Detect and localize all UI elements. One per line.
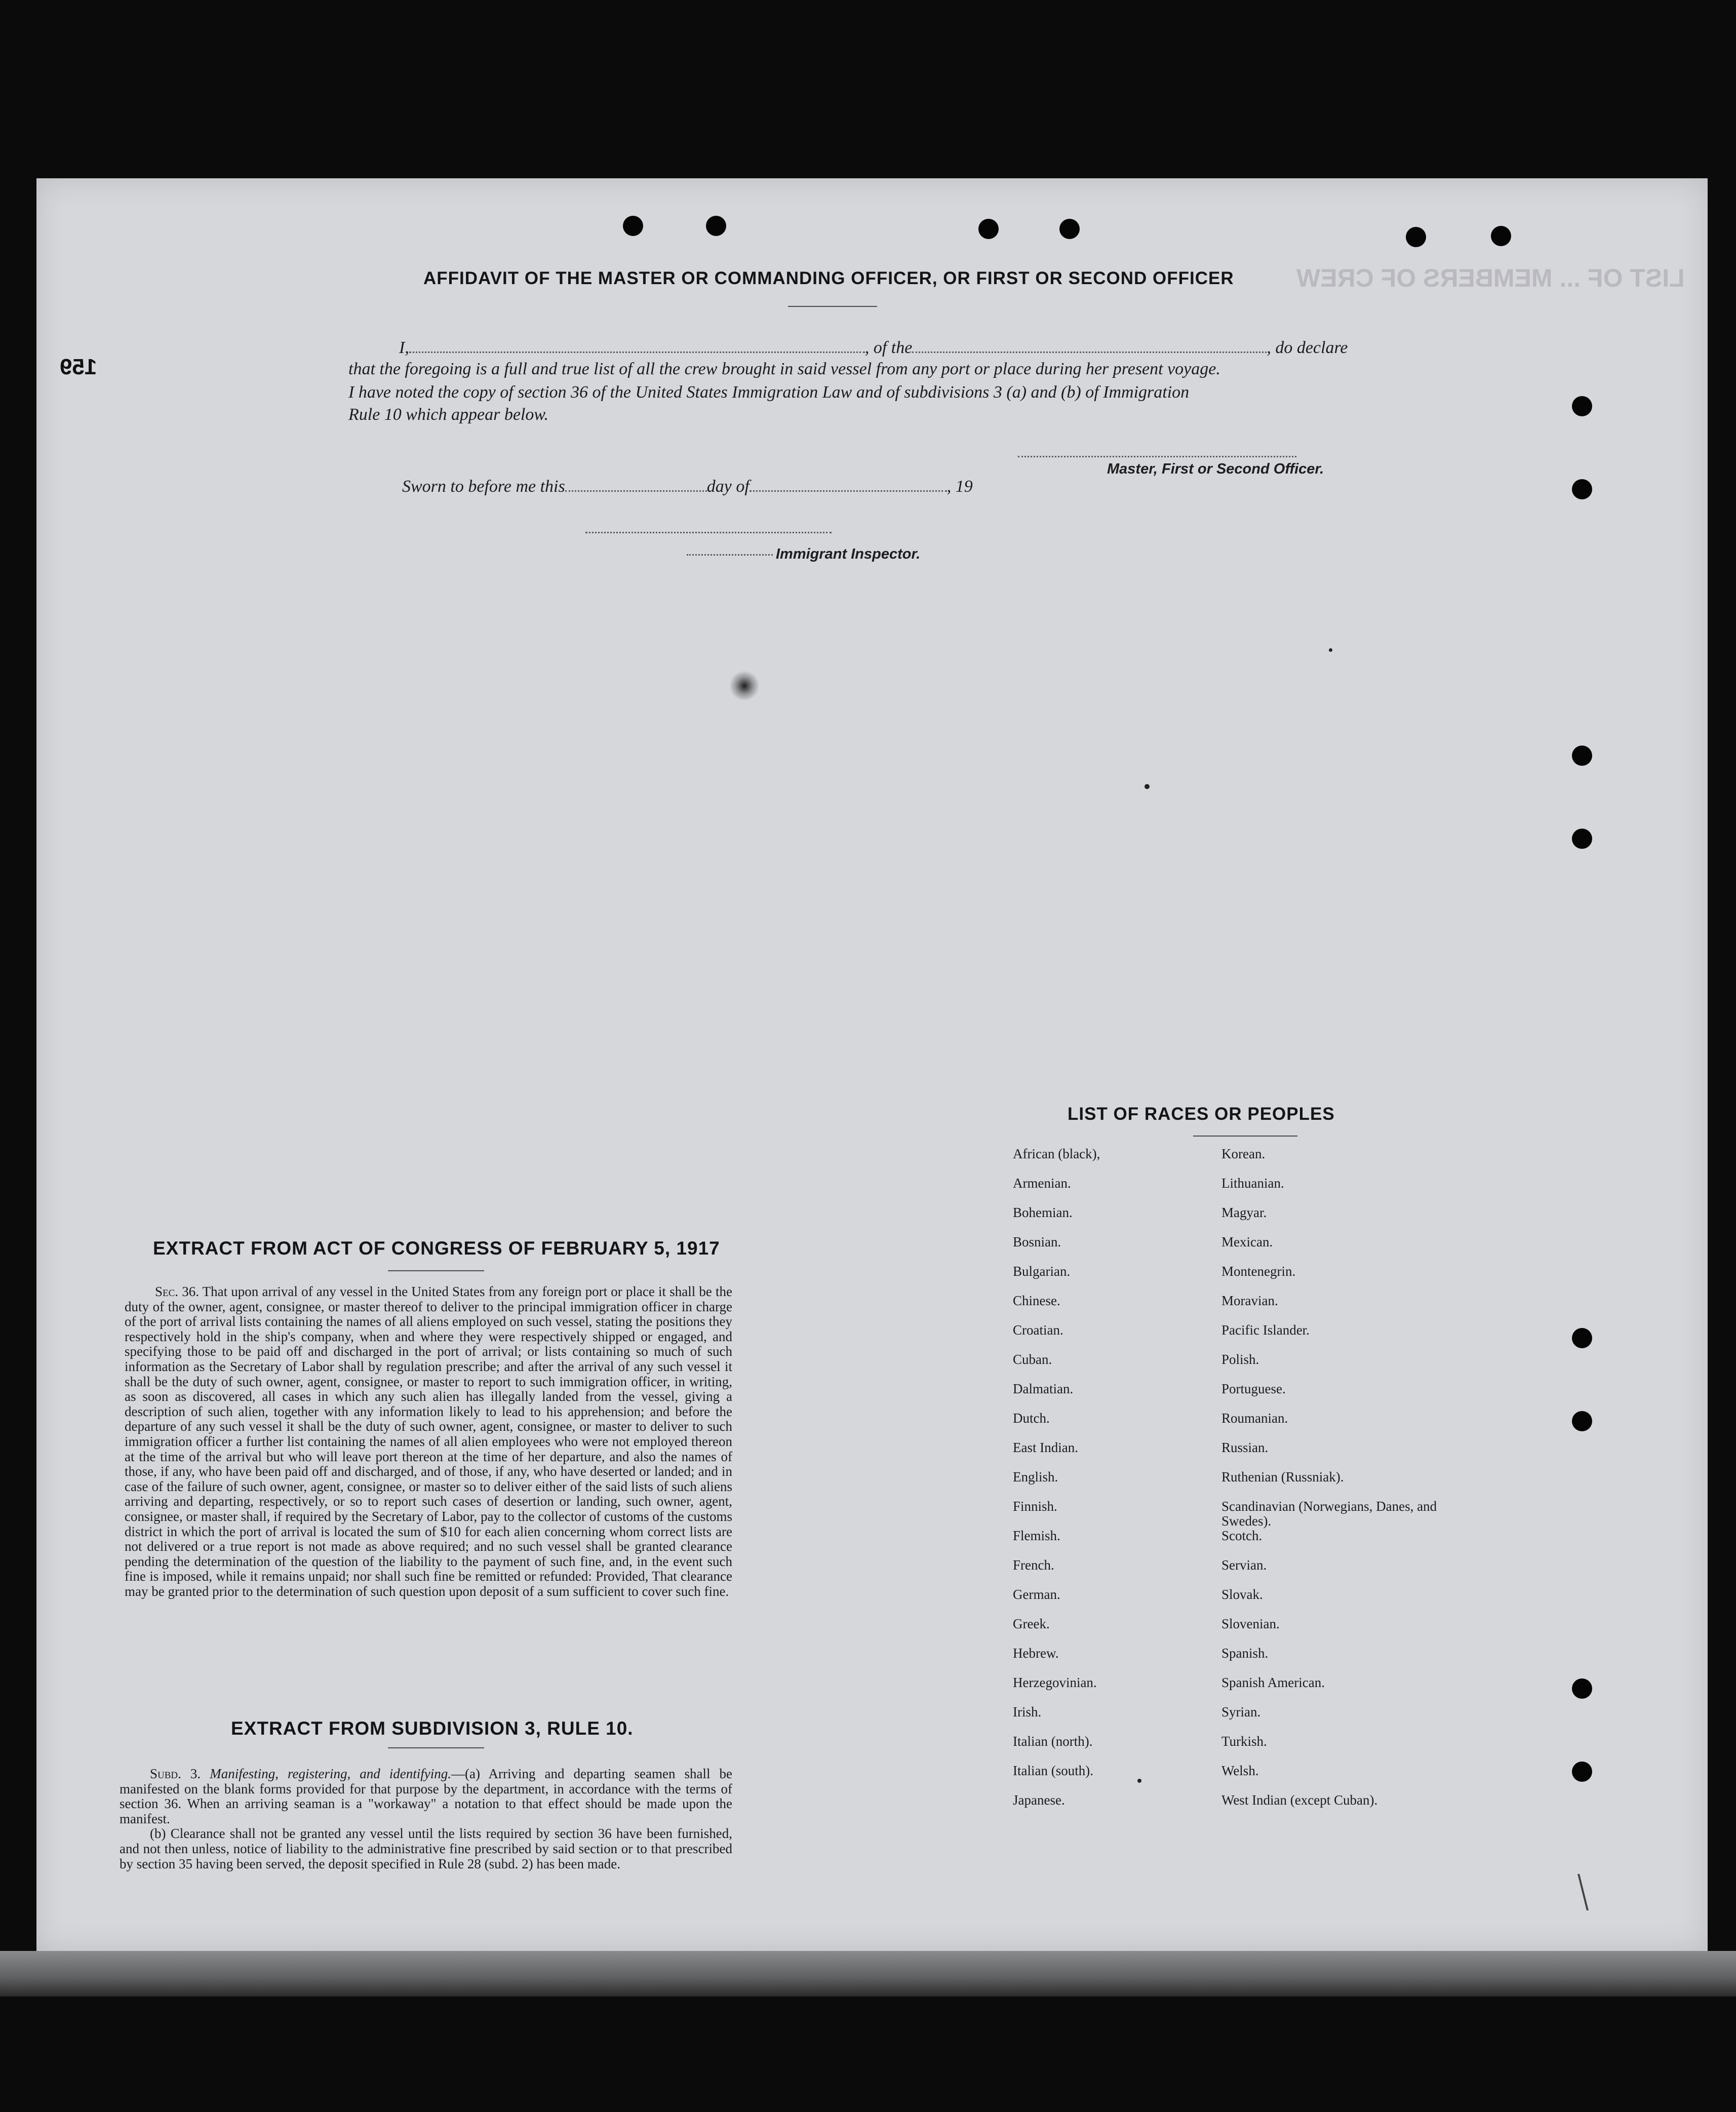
race-item: Korean.: [1221, 1146, 1266, 1161]
punch-hole: [1059, 219, 1080, 239]
day-blank: [565, 486, 707, 492]
race-item: Servian.: [1221, 1557, 1267, 1573]
race-item: Irish.: [1013, 1704, 1042, 1719]
affidavit-i: I,: [399, 338, 409, 357]
race-item: Lithuanian.: [1221, 1176, 1284, 1191]
race-item: Flemish.: [1013, 1528, 1060, 1543]
month-blank: [749, 486, 947, 492]
heading-rule: [388, 1747, 484, 1748]
race-item: English.: [1013, 1469, 1058, 1484]
punch-hole: [1572, 829, 1592, 849]
race-item: Portuguese.: [1221, 1381, 1286, 1396]
race-item: West Indian (except Cuban).: [1221, 1792, 1378, 1808]
race-item: Italian (south).: [1013, 1763, 1093, 1778]
subdivision-text: [120, 1767, 732, 1871]
race-item: Moravian.: [1221, 1293, 1278, 1308]
film-edge: [0, 1951, 1736, 1997]
extract-act-heading: EXTRACT FROM ACT OF CONGRESS OF FEBRUARY 5, 1917: [153, 1238, 720, 1259]
ink-speck: [1329, 648, 1332, 652]
affidavit-heading: AFFIDAVIT OF THE MASTER OR COMMANDING OFFICER, OR FIRST OR SECOND OFFICER: [423, 268, 1234, 288]
punch-hole: [1572, 746, 1592, 766]
affidavit-of-the: , of the: [864, 338, 913, 357]
race-item: Spanish.: [1221, 1646, 1269, 1661]
punch-hole: [706, 216, 726, 236]
inspector-signature-line: [585, 531, 832, 533]
punch-hole: [1572, 1411, 1592, 1431]
punch-hole: [1572, 1762, 1592, 1782]
punch-hole: [1406, 227, 1426, 247]
race-item: Croatian.: [1013, 1322, 1063, 1338]
section-label: Sec. 36.: [155, 1284, 199, 1299]
races-heading: LIST OF RACES OR PEOPLES: [1068, 1104, 1335, 1124]
ink-speck: [1145, 784, 1150, 789]
race-item: Armenian.: [1013, 1176, 1071, 1191]
race-item: Pacific Islander.: [1221, 1322, 1310, 1338]
race-item: German.: [1013, 1587, 1060, 1602]
race-item: Syrian.: [1221, 1704, 1261, 1719]
race-item: Ruthenian (Russniak).: [1221, 1469, 1344, 1484]
race-item: Dutch.: [1013, 1411, 1050, 1426]
race-item: Roumanian.: [1221, 1411, 1288, 1426]
race-item: Bohemian.: [1013, 1205, 1073, 1220]
subd-label: Subd. 3.: [150, 1766, 201, 1781]
extract-rule-heading: EXTRACT FROM SUBDIVISION 3, RULE 10.: [231, 1718, 634, 1739]
race-item: Chinese.: [1013, 1293, 1060, 1308]
race-item: Slovenian.: [1221, 1616, 1280, 1631]
subd-para-b: (b) Clearance shall not be granted any vessel until the lists required by section 36 have been furnished, and not then unless, notice of liability to the administrative fine prescribed by said section or to that prescribed by section 35 having been served, the deposit specified in Rule 28 (subd. 2) has been made.: [120, 1826, 732, 1871]
ink-blot: [729, 671, 760, 701]
race-item: Scotch.: [1221, 1528, 1262, 1543]
race-item: Dalmatian.: [1013, 1381, 1074, 1396]
race-item: Slovak.: [1221, 1587, 1263, 1602]
punch-hole: [1491, 226, 1511, 246]
punch-hole: [1572, 396, 1592, 416]
race-item: East Indian.: [1013, 1440, 1078, 1455]
affidavit-line-3: I have noted the copy of section 36 of the United States Immigration Law and of subdivisions 3 (a) and (b) of Immigration: [348, 383, 1190, 402]
race-item: Cuban.: [1013, 1352, 1052, 1367]
section-36-text: [125, 1284, 732, 1599]
race-item: Spanish American.: [1221, 1675, 1325, 1690]
race-item: Welsh.: [1221, 1763, 1259, 1778]
race-item: Bosnian.: [1013, 1234, 1061, 1249]
signature-line: [1018, 455, 1296, 457]
sworn-text: Sworn to before me this: [402, 477, 565, 496]
race-item: Finnish.: [1013, 1499, 1057, 1514]
race-item: Hebrew.: [1013, 1646, 1059, 1661]
race-item: Japanese.: [1013, 1792, 1065, 1808]
sworn-line: [402, 477, 973, 496]
race-item: Mexican.: [1221, 1234, 1273, 1249]
sworn-year: , 19: [946, 477, 973, 496]
race-item: Russian.: [1221, 1440, 1269, 1455]
heading-rule: [1193, 1136, 1297, 1137]
bleed-through-text: LIST OF ... MEMBERS OF CREW: [1296, 264, 1685, 292]
race-item: Herzegovinian.: [1013, 1675, 1097, 1690]
races-list: [1013, 1147, 1469, 1822]
race-item: Montenegrin.: [1221, 1264, 1296, 1279]
punch-hole: [978, 219, 999, 239]
vessel-blank: [912, 347, 1267, 353]
name-blank: [409, 347, 865, 353]
subd-para-a: —(a) Arriving and departing seamen shall be manifested on the blank forms provided for that purpose by the department, in accordance with the terms of section 36. When an arriving seaman is a "workaway" a notation to that effect should be made upon the manifest.: [120, 1766, 732, 1826]
race-item: French.: [1013, 1557, 1054, 1573]
affidavit-line-4: Rule 10 which appear below.: [348, 405, 549, 424]
subd-title: Manifesting, registering, and identifying.: [210, 1766, 451, 1781]
signer-caption: Master, First or Second Officer.: [1107, 461, 1324, 477]
race-item: Greek.: [1013, 1616, 1050, 1631]
section-body: That upon arrival of any vessel in the United States from any foreign port or place it shall be the duty of the owner, agent, consignee, or master thereof to deliver to the principal immigration officer in charge of the port of arrival lists containing the names of all aliens employed on such vessel, stating the positions they respectively hold in the ship's company, when and where they were respectively shipped or engaged, and specifying those to be paid off and discharged in the port of arrival; or lists containing so much of such information as the Secretary of Labor shall by regulation prescribe; and after the arrival of any such vessel it shall be the duty of such owner, agent, consignee, or master to report to such immigration officer, in writing, as soon as discovered, all cases in which any such alien has illegally landed from the vessel, giving a description of such alien, together with any information likely to lead to his apprehension; and before the departure of any such vessel it shall be the duty of such owner, agent, consignee, or master to deliver to such immigration officer a further list containing the names of all alien employees who were not employed thereon at the time of the arrival but who will leave port thereon at the time of her departure, and also the names of those, if any, who have been paid off and discharged, and of those, if any, who have deserted or landed; and in case of the failure of such owner, agent, consignee, or master so to deliver either of the said lists of such aliens arriving and departing, respectively, or so to report such cases of desertion or landing, such owner, agent, consignee, or master shall, if required by the Secretary of Labor, pay to the collector of customs of the customs district in which the port of arrival is located the sum of $10 for each alien concerning whom correct lists are not delivered or a true report is not made as above required; and no such vessel shall be granted clearance pending the determination of the question of the liability to the payment of such fine, and, in the event such fine is imposed, while it remains unpaid; nor shall such fine be remitted or refunded: Provided, That clearance may be granted prior to the determination of such question upon deposit of a sum sufficient to cover such fine.: [125, 1284, 733, 1599]
race-item: Polish.: [1221, 1352, 1259, 1367]
race-item: Bulgarian.: [1013, 1264, 1071, 1279]
affidavit-line-1: [399, 338, 1348, 358]
punch-hole: [623, 216, 643, 236]
punch-hole: [1572, 479, 1592, 499]
margin-number: 159: [60, 355, 97, 379]
race-item: Turkish.: [1221, 1734, 1267, 1749]
heading-rule: [388, 1270, 484, 1271]
affidavit-declare: , do declare: [1267, 338, 1348, 357]
inspector-caption: Immigrant Inspector.: [776, 546, 921, 562]
punch-hole: [1572, 1328, 1592, 1348]
heading-rule: [788, 306, 877, 307]
inspector-name-line: [687, 553, 773, 556]
punch-hole: [1572, 1678, 1592, 1699]
race-item: African (black),: [1013, 1146, 1100, 1161]
affidavit-line-2: that the foregoing is a full and true list of all the crew brought in said vessel from any port or place during her present voyage.: [348, 360, 1220, 378]
race-item: Italian (north).: [1013, 1734, 1093, 1749]
race-item: Magyar.: [1221, 1205, 1267, 1220]
race-item: Scandinavian (Norwegians, Danes, and Swedes).: [1221, 1499, 1437, 1529]
sworn-day: day of: [706, 477, 749, 496]
